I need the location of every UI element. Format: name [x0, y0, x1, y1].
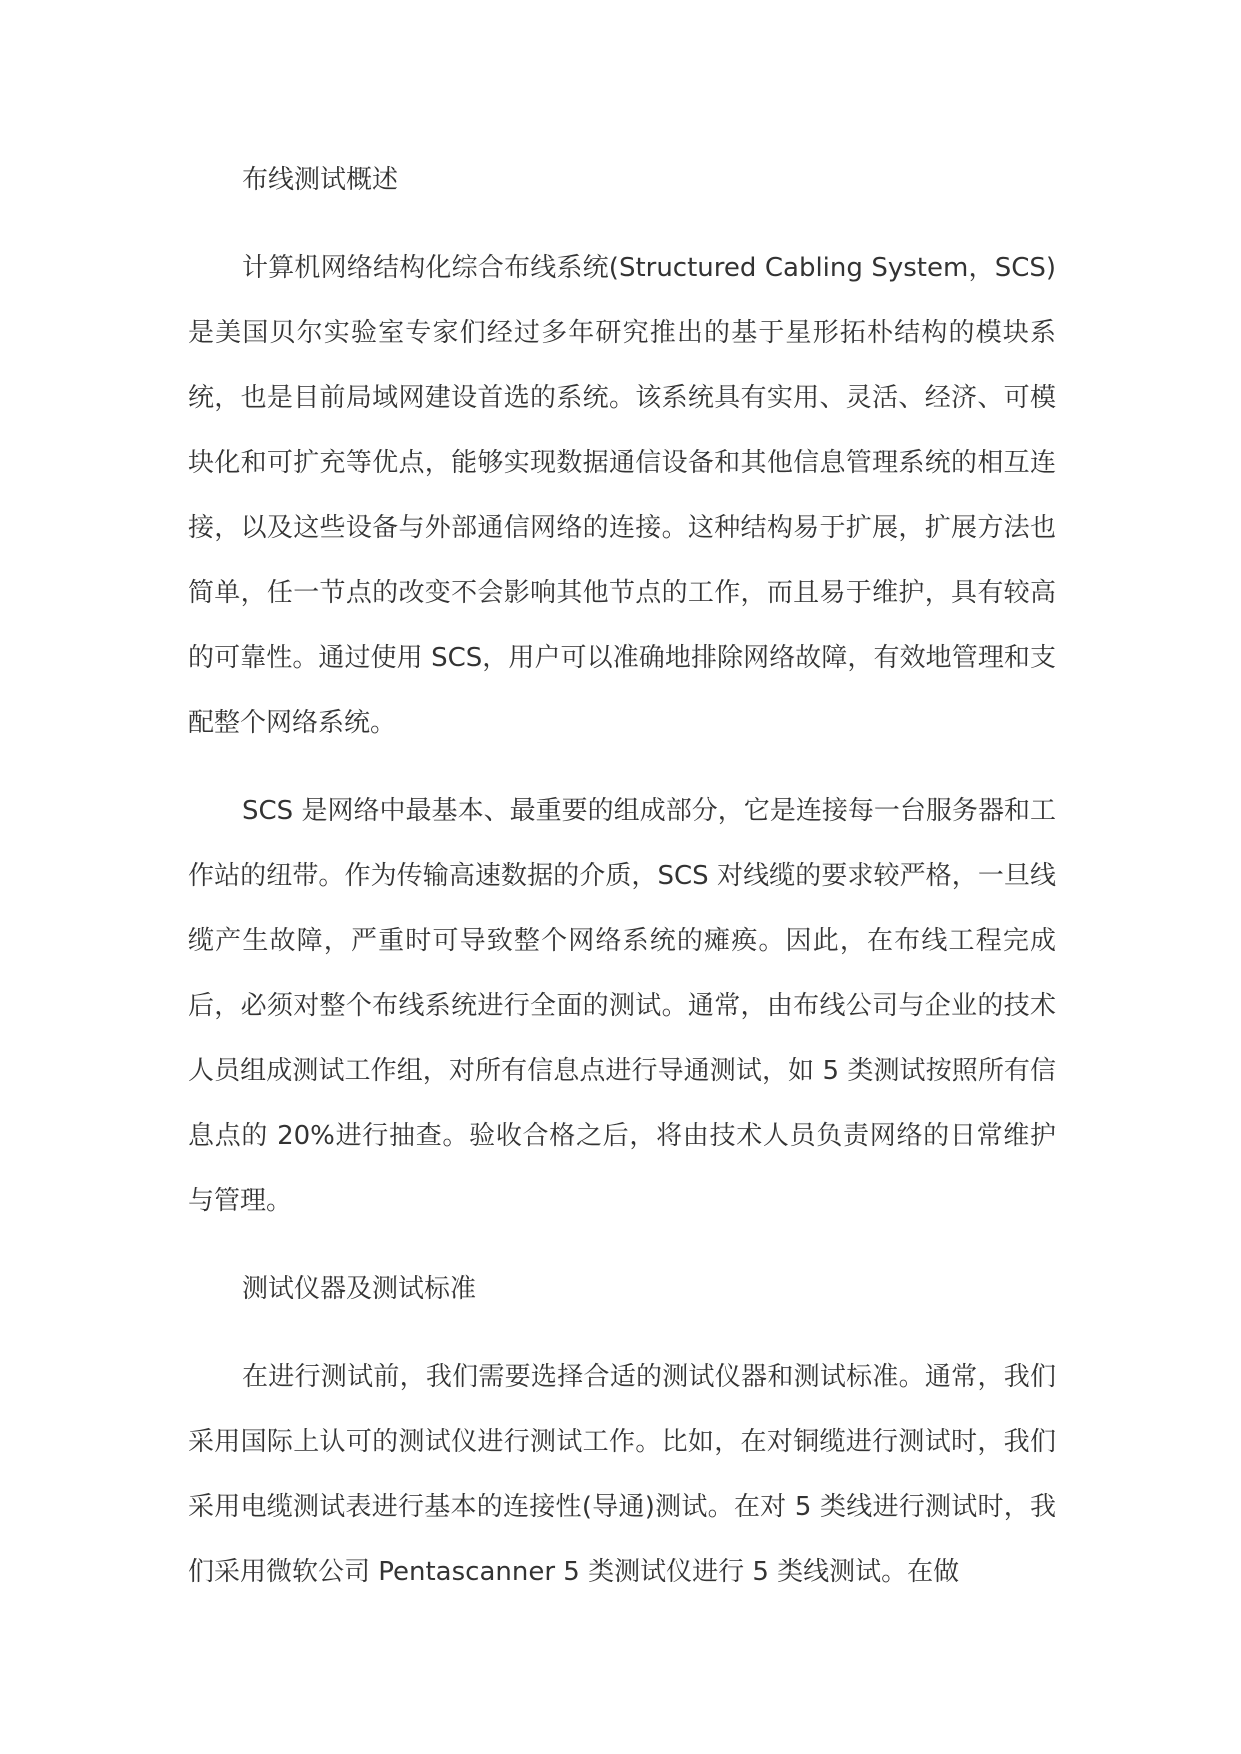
document-body	[188, 148, 1056, 1628]
paragraph-scs-testing-importance: SCS 是网络中最基本、最重要的组成部分，它是连接每一台服务器和工作站的纽带。作为传输高速数据的介质，SCS 对线缆的要求较严格，一旦线缆产生故障，严重时可导致整个网络系统的瘫痪。因此，在布线工程完成后，必须对整个布线系统进行全面的测试。通常，由布线公司与企业的技术人员组成测试工作组，对所有信息点进行导通测试，如 5 类测试按照所有信息点的 20%进行抽查。验收合格之后，将由技术人员负责网络的日常维护与管理。	[188, 796, 1056, 1216]
section-heading-test-instruments-standards: 测试仪器及测试标准	[242, 1274, 477, 1304]
paragraph-test-instruments: 在进行测试前，我们需要选择合适的测试仪器和测试标准。通常，我们采用国际上认可的测试仪进行测试工作。比如，在对铜缆进行测试时，我们采用电缆测试表进行基本的连接性(导通)测试。在对 5 类线进行测试时，我们采用微软公司 Pentascanner 5 类测试仪进行 5 类线测试。在做	[188, 1362, 1056, 1587]
section-heading-cabling-test-overview: 布线测试概述	[242, 165, 399, 195]
paragraph-scs-introduction: 计算机网络结构化综合布线系统(Structured Cabling System，SCS)是美国贝尔实验室专家们经过多年研究推出的基于星形拓朴结构的模块系统，也是目前局域网建设首选的系统。该系统具有实用、灵活、经济、可模块化和可扩充等优点，能够实现数据通信设备和其他信息管理系统的相互连接，以及这些设备与外部通信网络的连接。这种结构易于扩展，扩展方法也简单，任一节点的改变不会影响其他节点的工作，而且易于维护，具有较高的可靠性。通过使用 SCS，用户可以准确地排除网络故障，有效地管理和支配整个网络系统。	[188, 253, 1056, 738]
